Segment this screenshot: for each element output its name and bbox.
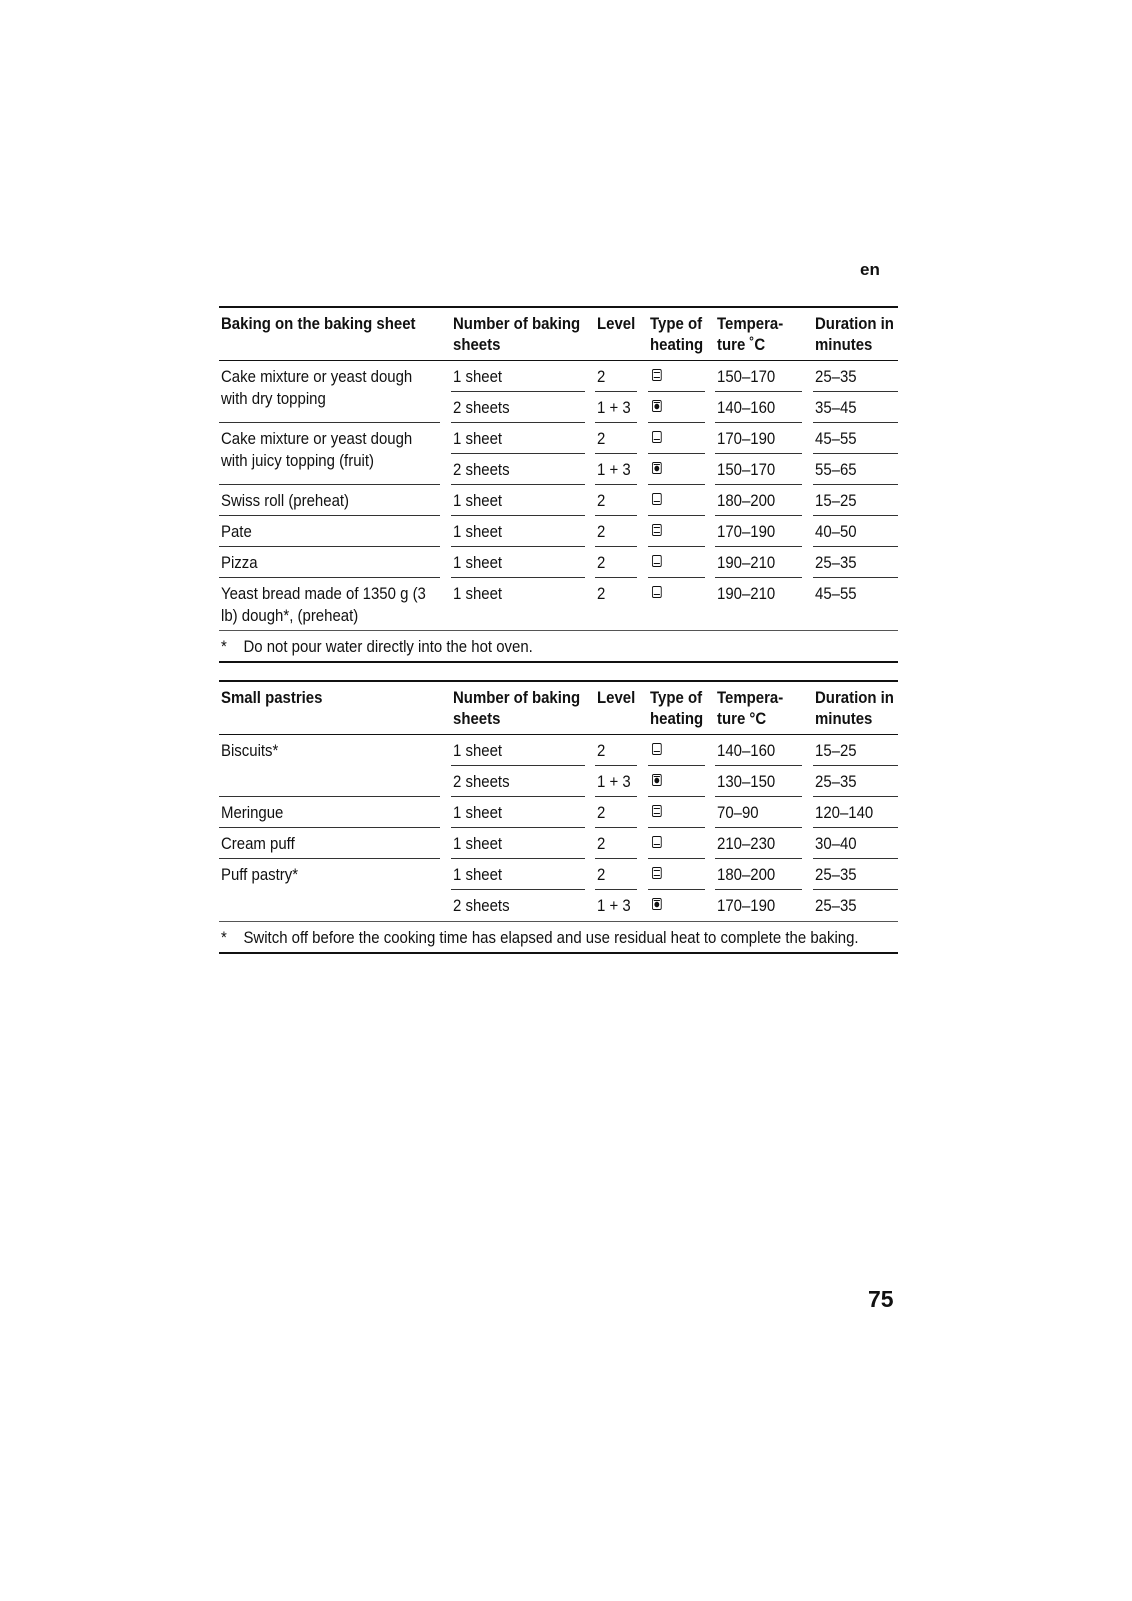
level-cell: 2 — [597, 429, 606, 448]
level-cell: 2 — [597, 584, 606, 603]
level-cell: 2 — [597, 522, 606, 541]
level-cell: 2 — [597, 741, 606, 760]
table-row — [219, 890, 898, 921]
duration-cell: 45–55 — [815, 429, 857, 448]
duration-cell: 25–35 — [815, 896, 857, 915]
bottom-only-heating-icon — [652, 431, 662, 443]
sheets-cell: 2 sheets — [453, 772, 510, 791]
dish-cell: Puff pastry* — [221, 865, 299, 884]
level-cell: 2 — [597, 834, 606, 853]
dish-cell: Pizza — [221, 553, 258, 572]
temperature-cell: 130–150 — [717, 772, 776, 791]
level-cell: 1 + 3 — [597, 398, 631, 417]
table-row — [219, 578, 898, 630]
fan-heating-icon — [652, 774, 662, 786]
dish-cell: Cake mixture or yeast dough with juicy topping (fruit) — [221, 429, 413, 470]
temperature-cell: 170–190 — [717, 896, 776, 915]
dish-cell: Meringue — [221, 803, 284, 822]
header-duration: Duration in minutes — [815, 688, 894, 728]
small-pastries-table — [219, 680, 898, 954]
top-bottom-heating-icon — [652, 524, 662, 536]
table-row — [219, 547, 898, 578]
dish-cell: Biscuits* — [221, 741, 279, 760]
footnote — [219, 921, 898, 954]
table-row — [219, 516, 898, 547]
duration-cell: 15–25 — [815, 491, 857, 510]
duration-cell: 25–35 — [815, 553, 857, 572]
bottom-only-heating-icon — [652, 743, 662, 755]
bottom-only-heating-icon — [652, 836, 662, 848]
header-duration: Duration in minutes — [815, 314, 894, 354]
temperature-cell: 190–210 — [717, 553, 776, 572]
dish-cell: Cake mixture or yeast dough with dry topping — [221, 367, 413, 408]
duration-cell: 15–25 — [815, 741, 857, 760]
level-cell: 2 — [597, 367, 606, 386]
sheets-cell: 1 sheet — [453, 834, 503, 853]
table-row — [219, 392, 898, 423]
header-temperature: Tempera- ture ˚C — [717, 314, 784, 354]
sheets-cell: 1 sheet — [453, 429, 503, 448]
sheets-cell: 1 sheet — [453, 584, 503, 603]
language-label: en — [860, 260, 880, 279]
sheets-cell: 1 sheet — [453, 803, 503, 822]
footnote — [219, 630, 898, 663]
duration-cell: 35–45 — [815, 398, 857, 417]
temperature-cell: 150–170 — [717, 460, 776, 479]
duration-cell: 25–35 — [815, 865, 857, 884]
sheets-cell: 2 sheets — [453, 398, 510, 417]
duration-cell: 45–55 — [815, 584, 857, 603]
temperature-cell: 70–90 — [717, 803, 759, 822]
table-header — [219, 306, 898, 361]
temperature-cell: 180–200 — [717, 491, 776, 510]
temperature-cell: 170–190 — [717, 522, 776, 541]
dish-cell: Cream puff — [221, 834, 295, 853]
header-sheets: Number of baking sheets — [453, 314, 581, 354]
temperature-cell: 140–160 — [717, 398, 776, 417]
level-cell: 1 + 3 — [597, 460, 631, 479]
temperature-cell: 190–210 — [717, 584, 776, 603]
sheets-cell: 1 sheet — [453, 741, 503, 760]
header-heating: Type of heating — [650, 688, 704, 728]
duration-cell: 55–65 — [815, 460, 857, 479]
bottom-only-heating-icon — [652, 555, 662, 567]
dish-cell: Swiss roll (preheat) — [221, 491, 350, 510]
page-number: 75 — [868, 1286, 894, 1312]
dish-cell: Pate — [221, 522, 252, 541]
table-row — [219, 828, 898, 859]
temperature-cell: 180–200 — [717, 865, 776, 884]
sheets-cell: 1 sheet — [453, 367, 503, 386]
temperature-cell: 140–160 — [717, 741, 776, 760]
duration-cell: 120–140 — [815, 803, 874, 822]
table-header — [219, 680, 898, 735]
header-temperature: Tempera- ture °C — [717, 688, 784, 728]
header-heating: Type of heating — [650, 314, 704, 354]
temperature-cell: 170–190 — [717, 429, 776, 448]
level-cell: 2 — [597, 803, 606, 822]
sheets-cell: 2 sheets — [453, 460, 510, 479]
top-bottom-heating-icon — [652, 369, 662, 381]
top-bottom-heating-icon — [652, 867, 662, 879]
footnote-text: * Switch off before the cooking time has elapsed and use residual heat to complete the baking. — [221, 928, 859, 947]
bottom-only-heating-icon — [652, 586, 662, 598]
fan-heating-icon — [652, 462, 662, 474]
footnote-text: * Do not pour water directly into the hot oven. — [221, 637, 533, 656]
header-dish: Small pastries — [221, 688, 323, 707]
temperature-cell: 210–230 — [717, 834, 776, 853]
fan-heating-icon — [652, 898, 662, 910]
duration-cell: 30–40 — [815, 834, 857, 853]
baking-sheet-table — [219, 306, 898, 663]
sheets-cell: 1 sheet — [453, 553, 503, 572]
level-cell: 2 — [597, 865, 606, 884]
duration-cell: 25–35 — [815, 772, 857, 791]
table-row — [219, 859, 898, 890]
sheets-cell: 1 sheet — [453, 491, 503, 510]
level-cell: 1 + 3 — [597, 896, 631, 915]
sheets-cell: 1 sheet — [453, 865, 503, 884]
dish-cell: Yeast bread made of 1350 g (3 lb) dough*, (preheat) — [221, 584, 426, 625]
duration-cell: 40–50 — [815, 522, 857, 541]
level-cell: 2 — [597, 553, 606, 572]
level-cell: 2 — [597, 491, 606, 510]
sheets-cell: 2 sheets — [453, 896, 510, 915]
header-sheets: Number of baking sheets — [453, 688, 581, 728]
top-bottom-heating-icon — [652, 805, 662, 817]
table-row — [219, 454, 898, 485]
duration-cell: 25–35 — [815, 367, 857, 386]
bottom-only-heating-icon — [652, 493, 662, 505]
table-row — [219, 766, 898, 797]
header-level: Level — [597, 314, 636, 333]
header-dish: Baking on the baking sheet — [221, 314, 416, 333]
header-level: Level — [597, 688, 636, 707]
fan-heating-icon — [652, 400, 662, 412]
sheets-cell: 1 sheet — [453, 522, 503, 541]
table-row — [219, 735, 898, 766]
level-cell: 1 + 3 — [597, 772, 631, 791]
temperature-cell: 150–170 — [717, 367, 776, 386]
table-row — [219, 797, 898, 828]
table-row — [219, 485, 898, 516]
